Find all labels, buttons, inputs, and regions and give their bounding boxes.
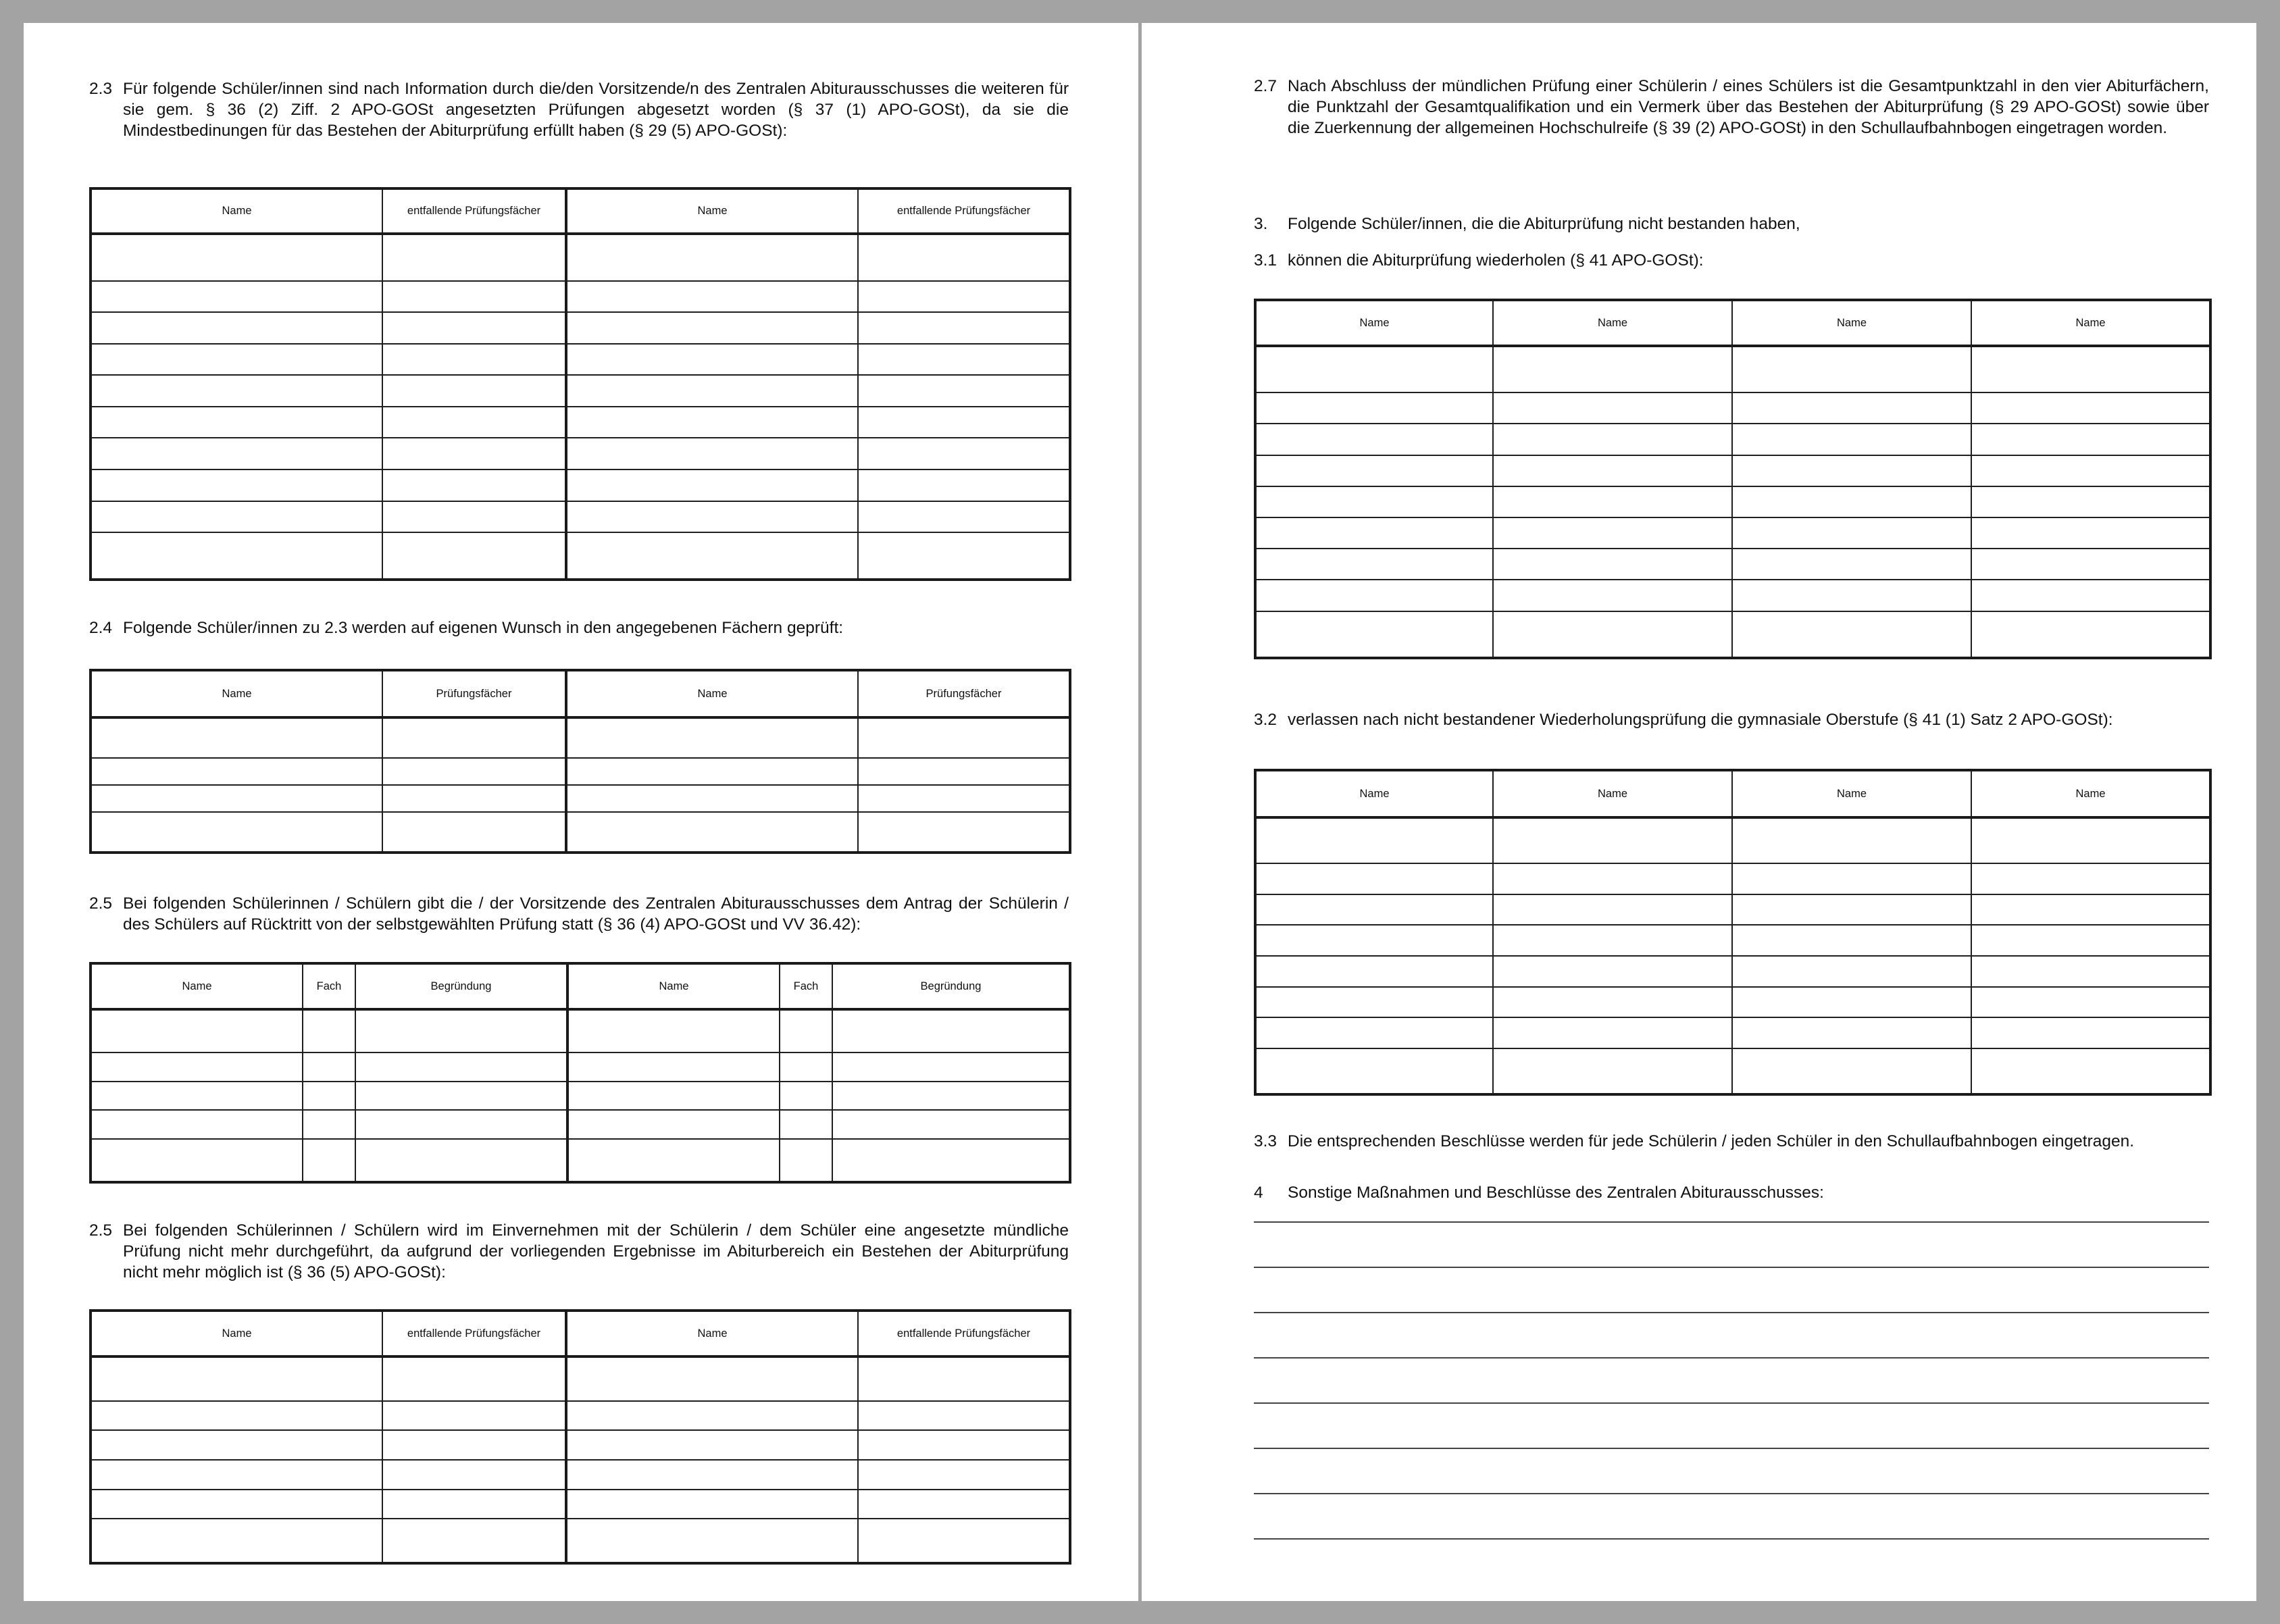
- input-cell[interactable]: [1732, 611, 1971, 658]
- input-cell[interactable]: [832, 1052, 1070, 1082]
- input-cell[interactable]: [91, 1110, 303, 1139]
- section-body: Folgende Schüler/innen, die die Abiturprüfung nicht bestanden haben,: [1288, 215, 1800, 233]
- input-cell[interactable]: [1493, 987, 1732, 1018]
- table-row[interactable]: [1255, 392, 2210, 424]
- table-3-1: [1254, 299, 2212, 659]
- input-cell[interactable]: [1732, 424, 1971, 455]
- input-cell[interactable]: [858, 344, 1070, 376]
- input-cell[interactable]: [1971, 549, 2210, 580]
- input-cell[interactable]: [1971, 611, 2210, 658]
- section-3-3-text: [1254, 1131, 2209, 1152]
- input-cell[interactable]: [1732, 817, 1971, 863]
- input-cell[interactable]: [91, 1490, 382, 1519]
- input-cell[interactable]: [858, 1356, 1070, 1401]
- input-cell[interactable]: [91, 375, 382, 407]
- table-row[interactable]: [91, 1009, 1070, 1052]
- input-cell[interactable]: [1732, 517, 1971, 549]
- input-cell[interactable]: [1255, 987, 1493, 1018]
- table-row[interactable]: [91, 312, 1070, 344]
- header-subjects: Prüfungsfächer: [382, 670, 566, 717]
- input-cell[interactable]: [858, 1430, 1070, 1460]
- input-cell[interactable]: [1971, 1048, 2210, 1094]
- input-cell[interactable]: [566, 785, 858, 812]
- header-name: Name: [567, 963, 780, 1009]
- table-row[interactable]: [91, 532, 1070, 580]
- table-3-2: [1254, 769, 2212, 1096]
- section-3-1-text: [1254, 250, 2209, 271]
- writing-line[interactable]: [1254, 1357, 2209, 1359]
- input-cell[interactable]: [858, 375, 1070, 407]
- header-subject: Fach: [303, 963, 355, 1009]
- writing-line[interactable]: [1254, 1448, 2209, 1449]
- table-row[interactable]: [91, 1139, 1070, 1182]
- input-cell[interactable]: [1493, 346, 1732, 392]
- section-2-3-text: [89, 78, 1069, 141]
- table-row[interactable]: [1255, 486, 2210, 517]
- section-number: 3.: [1254, 215, 1268, 233]
- input-cell[interactable]: [1732, 863, 1971, 894]
- input-cell[interactable]: [1493, 549, 1732, 580]
- input-cell[interactable]: [382, 1519, 566, 1563]
- input-cell[interactable]: [1255, 517, 1493, 549]
- input-cell[interactable]: [858, 501, 1070, 533]
- table-row[interactable]: [1255, 987, 2210, 1018]
- header-name: Name: [1493, 300, 1732, 346]
- section-body: Bei folgenden Schülerinnen / Schülern gibt die / der Vorsitzende des Zentralen Abiturausschusses dem Antrag der Schülerin / des Schülers auf Rücktritt von der selbstgewählten Prüfung statt (§ 36 (4) APO-GOSt und VV 36.42):: [123, 894, 1069, 934]
- input-cell[interactable]: [355, 1139, 567, 1182]
- table-row[interactable]: [1255, 1017, 2210, 1048]
- input-cell[interactable]: [1971, 517, 2210, 549]
- input-cell[interactable]: [567, 1082, 780, 1111]
- table-row[interactable]: [91, 1430, 1070, 1460]
- input-cell[interactable]: [1255, 580, 1493, 611]
- section-number: 2.5: [89, 894, 113, 913]
- input-cell[interactable]: [382, 470, 566, 501]
- input-cell[interactable]: [1493, 1017, 1732, 1048]
- input-cell[interactable]: [91, 1460, 382, 1490]
- input-cell[interactable]: [382, 1430, 566, 1460]
- table-row[interactable]: [1255, 549, 2210, 580]
- input-cell[interactable]: [91, 501, 382, 533]
- section-number: 2.3: [89, 80, 113, 98]
- input-cell[interactable]: [1493, 1048, 1732, 1094]
- input-cell[interactable]: [91, 470, 382, 501]
- section-body: verlassen nach nicht bestandener Wiederholungsprüfung die gymnasiale Oberstufe (§ 41 (1) Satz 2 APO-GOSt):: [1288, 711, 2113, 729]
- input-cell[interactable]: [1493, 392, 1732, 424]
- input-cell[interactable]: [303, 1110, 355, 1139]
- writing-line[interactable]: [1254, 1538, 2209, 1540]
- input-cell[interactable]: [382, 375, 566, 407]
- section-number: 2.7: [1254, 77, 1277, 95]
- section-body: Nach Abschluss der mündlichen Prüfung einer Schülerin / eines Schülers ist die Gesamtpunktzahl in den vier Abiturfächern, die Punktzahl der Gesamtqualifikation und ein Vermerk über das Bestehen der Abiturprüfung (§ 29 APO-GOSt) sowie über die Zuerkennung der allgemeinen Hochschulreife (§ 39 (2) APO-GOSt) in den Schullaufbahnbogen eingetragen worden.: [1288, 77, 2209, 137]
- input-cell[interactable]: [382, 281, 566, 313]
- input-cell[interactable]: [91, 344, 382, 376]
- input-cell[interactable]: [91, 1082, 303, 1111]
- input-cell[interactable]: [382, 1460, 566, 1490]
- section-body: Folgende Schüler/innen zu 2.3 werden auf eigenen Wunsch in den angegebenen Fächern geprüft:: [123, 619, 844, 637]
- table-row[interactable]: [91, 501, 1070, 533]
- input-cell[interactable]: [780, 1052, 832, 1082]
- table-row[interactable]: [1255, 863, 2210, 894]
- input-cell[interactable]: [1732, 346, 1971, 392]
- input-cell[interactable]: [91, 1430, 382, 1460]
- table-row[interactable]: [91, 785, 1070, 812]
- input-cell[interactable]: [382, 407, 566, 438]
- header-name: Name: [566, 188, 858, 234]
- input-cell[interactable]: [91, 812, 382, 853]
- input-cell[interactable]: [91, 438, 382, 470]
- table-row[interactable]: [91, 758, 1070, 785]
- input-cell[interactable]: [303, 1009, 355, 1052]
- input-cell[interactable]: [1732, 925, 1971, 956]
- input-cell[interactable]: [858, 1519, 1070, 1563]
- input-cell[interactable]: [1732, 956, 1971, 987]
- input-cell[interactable]: [1493, 486, 1732, 517]
- table-row[interactable]: [1255, 455, 2210, 486]
- input-cell[interactable]: [1971, 346, 2210, 392]
- input-cell[interactable]: [566, 1401, 858, 1431]
- input-cell[interactable]: [1732, 392, 1971, 424]
- input-cell[interactable]: [1971, 424, 2210, 455]
- input-cell[interactable]: [858, 407, 1070, 438]
- input-cell[interactable]: [858, 1460, 1070, 1490]
- section-2-7-text: [1254, 76, 2209, 138]
- input-cell[interactable]: [566, 758, 858, 785]
- table-row[interactable]: [91, 407, 1070, 438]
- section-number: 3.3: [1254, 1132, 1277, 1150]
- header-name: Name: [91, 670, 382, 717]
- header-name: Name: [1493, 770, 1732, 817]
- input-cell[interactable]: [1971, 455, 2210, 486]
- header-subject: Fach: [780, 963, 832, 1009]
- input-cell[interactable]: [566, 1356, 858, 1401]
- input-cell[interactable]: [1732, 549, 1971, 580]
- input-cell[interactable]: [1255, 424, 1493, 455]
- header-subjects: Prüfungsfächer: [858, 670, 1070, 717]
- input-cell[interactable]: [832, 1139, 1070, 1182]
- header-subjects: entfallende Prüfungsfächer: [858, 188, 1070, 234]
- section-4-text: [1254, 1182, 2209, 1203]
- header-subjects: entfallende Prüfungsfächer: [382, 188, 566, 234]
- input-cell[interactable]: [1732, 894, 1971, 925]
- input-cell[interactable]: [858, 785, 1070, 812]
- writing-line[interactable]: [1254, 1312, 2209, 1313]
- input-cell[interactable]: [382, 344, 566, 376]
- input-cell[interactable]: [1732, 987, 1971, 1018]
- header-name: Name: [566, 670, 858, 717]
- input-cell[interactable]: [355, 1052, 567, 1082]
- section-2-4-text: [89, 617, 1069, 638]
- input-cell[interactable]: [1493, 580, 1732, 611]
- table-row[interactable]: [91, 1356, 1070, 1401]
- input-cell[interactable]: [780, 1082, 832, 1111]
- input-cell[interactable]: [91, 717, 382, 758]
- table-row[interactable]: [91, 1110, 1070, 1139]
- table-row[interactable]: [91, 1460, 1070, 1490]
- input-cell[interactable]: [355, 1082, 567, 1111]
- input-cell[interactable]: [566, 375, 858, 407]
- input-cell[interactable]: [382, 717, 566, 758]
- input-cell[interactable]: [91, 1356, 382, 1401]
- input-cell[interactable]: [1255, 817, 1493, 863]
- input-cell[interactable]: [1493, 863, 1732, 894]
- input-cell[interactable]: [858, 470, 1070, 501]
- table-row[interactable]: [91, 717, 1070, 758]
- input-cell[interactable]: [303, 1139, 355, 1182]
- input-cell[interactable]: [567, 1052, 780, 1082]
- input-cell[interactable]: [382, 532, 566, 580]
- section-2-5-einvernehmen-text: [89, 1220, 1069, 1283]
- input-cell[interactable]: [566, 407, 858, 438]
- header-name: Name: [91, 963, 303, 1009]
- input-cell[interactable]: [382, 1490, 566, 1519]
- table-row[interactable]: [91, 344, 1070, 376]
- input-cell[interactable]: [566, 812, 858, 853]
- header-subjects: entfallende Prüfungsfächer: [858, 1311, 1070, 1356]
- header-reason: Begründung: [355, 963, 567, 1009]
- input-cell[interactable]: [303, 1082, 355, 1111]
- input-cell[interactable]: [858, 312, 1070, 344]
- section-number: 4: [1254, 1184, 1263, 1202]
- table-2-4: [89, 669, 1071, 854]
- table-row[interactable]: [91, 1490, 1070, 1519]
- input-cell[interactable]: [91, 785, 382, 812]
- input-cell[interactable]: [91, 312, 382, 344]
- table-row[interactable]: [91, 470, 1070, 501]
- input-cell[interactable]: [382, 1401, 566, 1431]
- input-cell[interactable]: [91, 532, 382, 580]
- writing-line[interactable]: [1254, 1267, 2209, 1268]
- left-page: [24, 23, 1138, 1601]
- input-cell[interactable]: [1732, 455, 1971, 486]
- input-cell[interactable]: [832, 1082, 1070, 1111]
- input-cell[interactable]: [858, 532, 1070, 580]
- header-name: Name: [91, 188, 382, 234]
- table-row[interactable]: [91, 375, 1070, 407]
- input-cell[interactable]: [858, 1401, 1070, 1431]
- table-row[interactable]: [1255, 1048, 2210, 1094]
- header-name: Name: [1971, 770, 2210, 817]
- input-cell[interactable]: [1255, 956, 1493, 987]
- input-cell[interactable]: [566, 717, 858, 758]
- header-name: Name: [1255, 300, 1493, 346]
- table-2-5-einvernehmen: [89, 1309, 1071, 1565]
- input-cell[interactable]: [91, 1009, 303, 1052]
- input-cell[interactable]: [1971, 817, 2210, 863]
- input-cell[interactable]: [780, 1139, 832, 1182]
- input-cell[interactable]: [1255, 863, 1493, 894]
- input-cell[interactable]: [91, 1401, 382, 1431]
- right-page: [1142, 23, 2256, 1601]
- input-cell[interactable]: [303, 1052, 355, 1082]
- input-cell[interactable]: [1971, 486, 2210, 517]
- input-cell[interactable]: [1971, 392, 2210, 424]
- section-number: 3.2: [1254, 711, 1277, 729]
- input-cell[interactable]: [382, 758, 566, 785]
- input-cell[interactable]: [566, 470, 858, 501]
- section-3-2-text: [1254, 709, 2209, 730]
- input-cell[interactable]: [566, 281, 858, 313]
- input-cell[interactable]: [1971, 987, 2210, 1018]
- header-reason: Begründung: [832, 963, 1070, 1009]
- header-name: Name: [1732, 770, 1971, 817]
- input-cell[interactable]: [567, 1139, 780, 1182]
- input-cell[interactable]: [832, 1009, 1070, 1052]
- input-cell[interactable]: [566, 1460, 858, 1490]
- header-name: Name: [1732, 300, 1971, 346]
- input-cell[interactable]: [566, 234, 858, 281]
- input-cell[interactable]: [1255, 549, 1493, 580]
- input-cell[interactable]: [382, 785, 566, 812]
- input-cell[interactable]: [1255, 925, 1493, 956]
- input-cell[interactable]: [1971, 580, 2210, 611]
- input-cell[interactable]: [1255, 894, 1493, 925]
- section-body: Die entsprechenden Beschlüsse werden für jede Schülerin / jeden Schüler in den Schullaufbahnbogen eingetragen.: [1288, 1132, 2135, 1150]
- input-cell[interactable]: [1255, 1017, 1493, 1048]
- input-cell[interactable]: [1493, 455, 1732, 486]
- input-cell[interactable]: [91, 1519, 382, 1563]
- section-number: 3.1: [1254, 251, 1277, 270]
- input-cell[interactable]: [858, 234, 1070, 281]
- table-2-3: [89, 187, 1071, 581]
- input-cell[interactable]: [382, 234, 566, 281]
- input-cell[interactable]: [382, 312, 566, 344]
- header-name: Name: [1971, 300, 2210, 346]
- input-cell[interactable]: [1493, 817, 1732, 863]
- input-cell[interactable]: [566, 501, 858, 533]
- input-cell[interactable]: [1493, 424, 1732, 455]
- table-row[interactable]: [1255, 817, 2210, 863]
- input-cell[interactable]: [1732, 1048, 1971, 1094]
- table-row[interactable]: [1255, 925, 2210, 956]
- input-cell[interactable]: [91, 281, 382, 313]
- input-cell[interactable]: [1971, 1017, 2210, 1048]
- input-cell[interactable]: [858, 758, 1070, 785]
- input-cell[interactable]: [567, 1110, 780, 1139]
- header-name: Name: [566, 1311, 858, 1356]
- input-cell[interactable]: [91, 1139, 303, 1182]
- input-cell[interactable]: [567, 1009, 780, 1052]
- table-row[interactable]: [91, 281, 1070, 313]
- input-cell[interactable]: [1493, 611, 1732, 658]
- input-cell[interactable]: [1971, 894, 2210, 925]
- input-cell[interactable]: [1732, 486, 1971, 517]
- input-cell[interactable]: [832, 1110, 1070, 1139]
- input-cell[interactable]: [858, 812, 1070, 853]
- input-cell[interactable]: [780, 1110, 832, 1139]
- input-cell[interactable]: [1255, 392, 1493, 424]
- input-cell[interactable]: [566, 532, 858, 580]
- input-cell[interactable]: [1971, 956, 2210, 987]
- input-cell[interactable]: [1255, 486, 1493, 517]
- table-row[interactable]: [1255, 346, 2210, 392]
- input-cell[interactable]: [566, 1430, 858, 1460]
- header-name: Name: [1255, 770, 1493, 817]
- input-cell[interactable]: [1493, 956, 1732, 987]
- table-row[interactable]: [91, 812, 1070, 853]
- input-cell[interactable]: [566, 344, 858, 376]
- input-cell[interactable]: [1971, 863, 2210, 894]
- table-row[interactable]: [1255, 424, 2210, 455]
- input-cell[interactable]: [1493, 517, 1732, 549]
- input-cell[interactable]: [858, 717, 1070, 758]
- input-cell[interactable]: [355, 1009, 567, 1052]
- section-body: Sonstige Maßnahmen und Beschlüsse des Zentralen Abiturausschusses:: [1288, 1184, 1824, 1202]
- table-row[interactable]: [91, 438, 1070, 470]
- input-cell[interactable]: [382, 501, 566, 533]
- input-cell[interactable]: [566, 438, 858, 470]
- input-cell[interactable]: [1255, 455, 1493, 486]
- section-body: können die Abiturprüfung wiederholen (§ 41 APO-GOSt):: [1288, 251, 1704, 270]
- table-row[interactable]: [1255, 580, 2210, 611]
- input-cell[interactable]: [566, 312, 858, 344]
- input-cell[interactable]: [858, 438, 1070, 470]
- table-row[interactable]: [1255, 611, 2210, 658]
- input-cell[interactable]: [1732, 1017, 1971, 1048]
- input-cell[interactable]: [1971, 925, 2210, 956]
- input-cell[interactable]: [1493, 894, 1732, 925]
- table-row[interactable]: [1255, 517, 2210, 549]
- input-cell[interactable]: [382, 812, 566, 853]
- input-cell[interactable]: [1255, 1048, 1493, 1094]
- input-cell[interactable]: [1255, 611, 1493, 658]
- writing-line[interactable]: [1254, 1493, 2209, 1494]
- section-body: Bei folgenden Schülerinnen / Schülern wird im Einvernehmen mit der Schülerin / dem Schüler eine angesetzte mündliche Prüfung nicht mehr durchgeführt, da aufgrund der vorliegenden Ergebnisse im Abiturbereich ein Bestehen der Abiturprüfung nicht mehr möglich ist (§ 36 (5) APO-GOSt):: [123, 1221, 1069, 1282]
- input-cell[interactable]: [91, 407, 382, 438]
- table-row[interactable]: [91, 1401, 1070, 1431]
- section-2-5-rucktritt-text: [89, 893, 1069, 935]
- input-cell[interactable]: [382, 438, 566, 470]
- writing-line[interactable]: [1254, 1221, 2209, 1223]
- section-number: 2.4: [89, 619, 113, 637]
- input-cell[interactable]: [858, 281, 1070, 313]
- table-row[interactable]: [1255, 956, 2210, 987]
- input-cell[interactable]: [1732, 580, 1971, 611]
- input-cell[interactable]: [355, 1110, 567, 1139]
- input-cell[interactable]: [1255, 346, 1493, 392]
- table-row[interactable]: [1255, 894, 2210, 925]
- input-cell[interactable]: [91, 1052, 303, 1082]
- input-cell[interactable]: [91, 758, 382, 785]
- table-row[interactable]: [91, 1082, 1070, 1111]
- input-cell[interactable]: [1493, 925, 1732, 956]
- input-cell[interactable]: [566, 1490, 858, 1519]
- input-cell[interactable]: [382, 1356, 566, 1401]
- table-2-5-rucktritt: [89, 962, 1071, 1184]
- header-name: Name: [91, 1311, 382, 1356]
- table-row[interactable]: [91, 1052, 1070, 1082]
- input-cell[interactable]: [858, 1490, 1070, 1519]
- table-row[interactable]: [91, 1519, 1070, 1563]
- header-subjects: entfallende Prüfungsfächer: [382, 1311, 566, 1356]
- writing-line[interactable]: [1254, 1402, 2209, 1404]
- input-cell[interactable]: [780, 1009, 832, 1052]
- section-3-text: [1254, 213, 2209, 234]
- table-row[interactable]: [91, 234, 1070, 281]
- section-number: 2.5: [89, 1221, 113, 1240]
- input-cell[interactable]: [566, 1519, 858, 1563]
- input-cell[interactable]: [91, 234, 382, 281]
- section-body: Für folgende Schüler/innen sind nach Information durch die/den Vorsitzende/n des Zentralen Abiturausschusses die weiteren für sie gem. § 36 (2) Ziff. 2 APO-GOSt angesetzten Prüfungen abgesetzt worden (§ 37 (1) APO-GOSt), da sie die Mindestbedinungen für das Bestehen der Abiturprüfung erfüllt haben (§ 29 (5) APO-GOSt):: [123, 80, 1069, 140]
